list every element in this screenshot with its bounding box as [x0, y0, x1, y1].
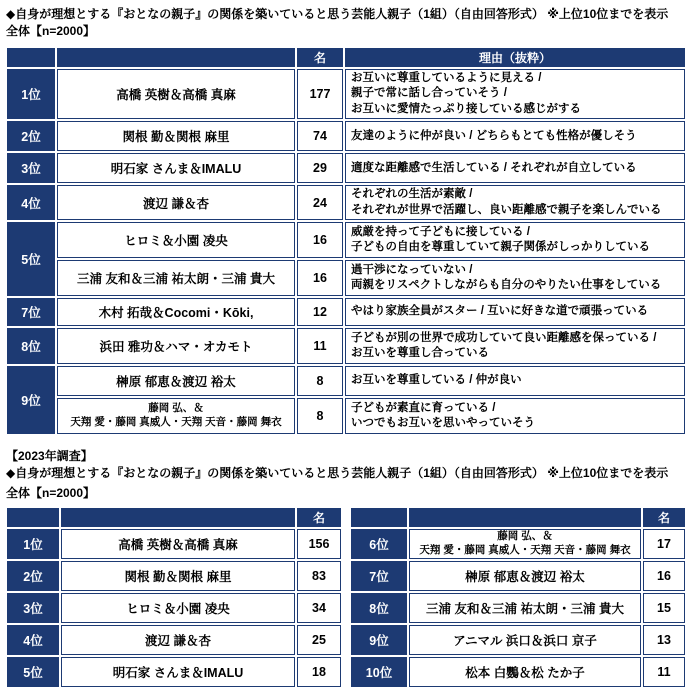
- name-cell: 藤岡 弘、＆ 天翔 愛・藤岡 真威人・天翔 天音・藤岡 舞衣: [57, 398, 295, 434]
- name-cell: 浜田 雅功＆ハマ・オカモト: [57, 328, 295, 364]
- rank-cell: 4位: [7, 625, 59, 655]
- table-row: [7, 625, 341, 655]
- reason-cell: 子どもが素直に育っている / いつでもお互いを思いやっていそう: [345, 398, 685, 434]
- count-cell: 8: [297, 366, 343, 396]
- table-row: [351, 593, 685, 623]
- name-cell: ヒロミ＆小園 凌央: [61, 593, 295, 623]
- rank-cell: 9位: [351, 625, 407, 655]
- count-cell: 11: [643, 657, 685, 687]
- main-table-wrapper: [5, 46, 687, 436]
- table-row: [7, 153, 685, 183]
- reason-cell: やはり家族全員がスター / 互いに好きな道で頑張っている: [345, 298, 685, 326]
- rank-cell: 5位: [7, 222, 55, 296]
- header-count-cell: 名: [297, 508, 341, 527]
- header-name-cell: [409, 508, 641, 527]
- rank-cell: 9位: [7, 366, 55, 434]
- reason-cell: 適度な距離感で生活している / それぞれが自立している: [345, 153, 685, 183]
- name-cell: 三浦 友和＆三浦 祐太朗・三浦 貴大: [409, 593, 641, 623]
- table-row: [7, 222, 685, 258]
- count-cell: 17: [643, 529, 685, 559]
- rank-cell: 10位: [351, 657, 407, 687]
- count-cell: 18: [297, 657, 341, 687]
- table-row: [7, 529, 341, 559]
- name-cell: 榊原 郁恵＆渡辺 裕太: [57, 366, 295, 396]
- count-cell: 16: [297, 260, 343, 296]
- rank-cell: 8位: [7, 328, 55, 364]
- name-cell: 渡辺 謙＆杏: [61, 625, 295, 655]
- count-cell: 13: [643, 625, 685, 655]
- rank-cell: 7位: [7, 298, 55, 326]
- name-cell: 渡辺 謙＆杏: [57, 185, 295, 220]
- reason-cell: お互いに尊重しているように見える / 親子で常に話し合っていそう / お互いに愛情たっぷり接している感じがする: [345, 69, 685, 119]
- count-cell: 156: [297, 529, 341, 559]
- count-cell: 16: [643, 561, 685, 591]
- count-cell: 16: [297, 222, 343, 258]
- table-row: [351, 625, 685, 655]
- name-cell: 関根 勤＆関根 麻里: [57, 121, 295, 151]
- header-rank-cell: [351, 508, 407, 527]
- count-cell: 12: [297, 298, 343, 326]
- name-cell: 松本 白鸚＆松 たか子: [409, 657, 641, 687]
- reason-cell: お互いを尊重している / 仲が良い: [345, 366, 685, 396]
- ranking-table-2023-left: [5, 506, 343, 689]
- header-count-cell: 名: [643, 508, 685, 527]
- name-cell: 関根 勤＆関根 麻里: [61, 561, 295, 591]
- table-row: [7, 328, 685, 364]
- name-cell: 榊原 郁恵＆渡辺 裕太: [409, 561, 641, 591]
- table-row: [7, 260, 685, 296]
- table-row: [7, 69, 685, 119]
- name-cell: 木村 拓哉＆Cocomi・Kōki,: [57, 298, 295, 326]
- table-row: [351, 657, 685, 687]
- table-row: [351, 529, 685, 559]
- main-ranking-table: [5, 46, 687, 436]
- rank-cell: 5位: [7, 657, 59, 687]
- table-row: [7, 366, 685, 396]
- rank-cell: 4位: [7, 185, 55, 220]
- header-row: [351, 508, 685, 527]
- section-label-2023: 【2023年調査】: [6, 449, 93, 463]
- reason-cell: 威厳を持って子どもに接している / 子どもの自由を尊重していて親子関係がしっかりしている: [345, 222, 685, 258]
- count-cell: 15: [643, 593, 685, 623]
- header-count-cell: 名: [297, 48, 343, 67]
- table-row: [7, 185, 685, 220]
- count-cell: 25: [297, 625, 341, 655]
- name-cell: 明石家 さんま＆IMALU: [61, 657, 295, 687]
- reason-cell: 子どもが別の世界で成功していて良い距離感を保っている / お互いを尊重し合っている: [345, 328, 685, 364]
- rank-cell: 1位: [7, 69, 55, 119]
- table-row: [7, 657, 341, 687]
- table-row: [7, 298, 685, 326]
- count-cell: 11: [297, 328, 343, 364]
- name-cell: 三浦 友和＆三浦 祐太朗・三浦 貴大: [57, 260, 295, 296]
- reason-cell: それぞれの生活が素敵 / それぞれが世界で活躍し、良い距離感で親子を楽しんでいる: [345, 185, 685, 220]
- survey-title-2023: ◆自身が理想とする『おとなの親子』の関係を築いていると思う芸能人親子（1組）（自由回答形式） ※上位10位までを表示: [6, 466, 669, 480]
- header-rank-cell: [7, 508, 59, 527]
- table-row: [7, 593, 341, 623]
- name-cell: ヒロミ＆小園 凌央: [57, 222, 295, 258]
- count-cell: 34: [297, 593, 341, 623]
- header-name-cell: [61, 508, 295, 527]
- header-name-cell: [57, 48, 295, 67]
- table-row: [7, 561, 341, 591]
- count-cell: 74: [297, 121, 343, 151]
- rank-cell: 2位: [7, 121, 55, 151]
- header-row: [7, 48, 685, 67]
- count-cell: 83: [297, 561, 341, 591]
- count-cell: 177: [297, 69, 343, 119]
- sample-size-label-2023: 全体【n=2000】: [6, 486, 96, 500]
- rank-cell: 7位: [351, 561, 407, 591]
- ranking-table-2023-right: [349, 506, 687, 689]
- sample-size-label: 全体【n=2000】: [6, 24, 96, 38]
- name-cell: 高橋 英樹＆高橋 真麻: [61, 529, 295, 559]
- header-rank-cell: [7, 48, 55, 67]
- name-cell: アニマル 浜口＆浜口 京子: [409, 625, 641, 655]
- survey-title-block: [6, 5, 668, 39]
- rank-cell: 3位: [7, 593, 59, 623]
- name-cell: 高橋 英樹＆高橋 真麻: [57, 69, 295, 119]
- rank-cell: 2位: [7, 561, 59, 591]
- rank-cell: 6位: [351, 529, 407, 559]
- survey-title: ◆自身が理想とする『おとなの親子』の関係を築いていると思う芸能人親子（1組）（自由回答形式） ※上位10位までを表示: [6, 7, 669, 21]
- rank-cell: 3位: [7, 153, 55, 183]
- reason-cell: 過干渉になっていない / 両親をリスペクトしながらも自分のやりたい仕事をしている: [345, 260, 685, 296]
- name-cell: 明石家 さんま＆IMALU: [57, 153, 295, 183]
- count-cell: 24: [297, 185, 343, 220]
- table-row: [7, 398, 685, 434]
- rank-cell: 8位: [351, 593, 407, 623]
- count-cell: 29: [297, 153, 343, 183]
- table-row: [7, 121, 685, 151]
- section-2023-block: [6, 447, 668, 501]
- header-reason-cell: 理由（抜粋）: [345, 48, 685, 67]
- reason-cell: 友達のように仲が良い / どちらもとても性格が優しそう: [345, 121, 685, 151]
- count-cell: 8: [297, 398, 343, 434]
- tables-2023-wrapper: [5, 506, 687, 689]
- table-row: [351, 561, 685, 591]
- header-row: [7, 508, 341, 527]
- rank-cell: 1位: [7, 529, 59, 559]
- name-cell: 藤岡 弘、＆ 天翔 愛・藤岡 真威人・天翔 天音・藤岡 舞衣: [409, 529, 641, 559]
